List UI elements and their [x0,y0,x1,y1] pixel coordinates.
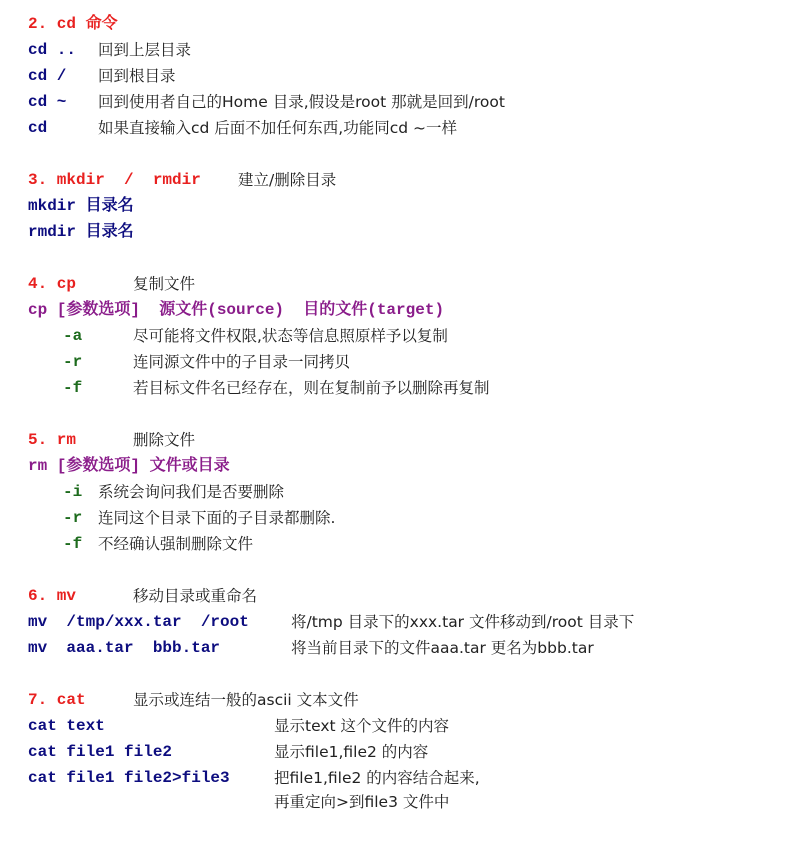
cp-syntax: cp [参数选项] 源文件(source) 目的文件(target) [28,301,445,319]
cd-heading: 2. cd 命令 [28,15,118,33]
cat-row-description: 显示text 这个文件的内容 [274,717,450,735]
cd-row-command: cd .. [28,41,77,59]
cp-option-row [63,350,351,374]
rm-option-description: 系统会询问我们是否要删除 [98,483,285,501]
cat-row-command: cat file1 file2 [28,743,173,761]
mv-row [28,636,594,660]
rm-option-description: 不经确认强制删除文件 [98,535,254,553]
cd-row-description: 回到上层目录 [98,41,192,59]
cd-row [28,38,192,62]
mkdir-syntax: mkdir 目录名 [28,197,134,215]
rm-option-row [63,506,336,530]
cp-syntax-line [28,298,445,322]
cat-row-command: cat file1 file2>file3 [28,769,230,787]
cp-option-row [63,376,490,400]
cd-row [28,90,505,114]
rm-heading-line [28,428,196,452]
cat-row [28,766,480,790]
cd-row-description: 回到根目录 [98,67,176,85]
cd-row [28,116,457,140]
cp-heading-line [28,272,196,296]
cat-heading-description: 显示或连结一般的ascii 文本文件 [133,691,359,709]
cd-row-description: 如果直接输入cd 后面不加任何东西,功能同cd ~一样 [98,119,457,137]
cp-heading-description: 复制文件 [133,275,196,293]
rm-option-description: 连同这个目录下面的子目录都删除. [98,509,336,527]
cat-row-command: cat text [28,717,105,735]
cp-option-description: 尽可能将文件权限,状态等信息照原样予以复制 [133,327,448,345]
cat-continuation-line [274,790,450,814]
mv-row [28,610,635,634]
cat-continuation: 再重定向>到file3 文件中 [274,793,450,811]
cat-row-description: 显示file1,file2 的内容 [274,743,429,761]
rmdir-row [28,220,134,244]
rm-option-row [63,532,254,556]
cat-heading: 7. cat [28,691,86,709]
mkdir-row [28,194,134,218]
mv-row-description: 将/tmp 目录下的xxx.tar 文件移动到/root 目录下 [291,613,635,631]
rm-heading-description: 删除文件 [133,431,196,449]
mv-heading-line [28,584,258,608]
cp-option-flag: -a [63,327,83,345]
cat-row-description: 把file1,file2 的内容结合起来, [274,769,480,787]
mv-heading: 6. mv [28,587,77,605]
cp-option-flag: -r [63,353,83,371]
cp-option-description: 若目标文件名已经存在，则在复制前予以删除再复制 [133,379,490,397]
rm-option-flag: -r [63,509,83,527]
mv-row-command: mv /tmp/xxx.tar /root [28,613,249,631]
cd-row [28,64,176,88]
cp-option-flag: -f [63,379,83,397]
rm-syntax-line [28,454,230,478]
cat-row [28,714,450,738]
cp-option-description: 连同源文件中的子目录一同拷贝 [133,353,351,371]
mkdir-heading: 3. mkdir / rmdir [28,171,201,189]
cd-row-command: cd [28,119,48,137]
cat-row [28,740,429,764]
mkdir-heading-line [28,168,337,192]
rm-option-flag: -i [63,483,83,501]
cd-row-description: 回到使用者自己的Home 目录,假设是root 那就是回到/root [98,93,505,111]
mkdir-heading-description: 建立/删除目录 [238,171,337,189]
mv-row-command: mv aaa.tar bbb.tar [28,639,221,657]
cd-row-command: cd ~ [28,93,67,111]
cp-heading: 4. cp [28,275,77,293]
rm-option-flag: -f [63,535,83,553]
rm-heading: 5. rm [28,431,77,449]
mv-row-description: 将当前目录下的文件aaa.tar 更名为bbb.tar [291,639,594,657]
rm-option-row [63,480,285,504]
mv-heading-description: 移动目录或重命名 [133,587,258,605]
cat-heading-line [28,688,359,712]
cp-option-row [63,324,448,348]
rm-syntax: rm [参数选项] 文件或目录 [28,457,230,475]
cd-row-command: cd / [28,67,67,85]
cd-heading-line [28,12,118,36]
rmdir-syntax: rmdir 目录名 [28,223,134,241]
